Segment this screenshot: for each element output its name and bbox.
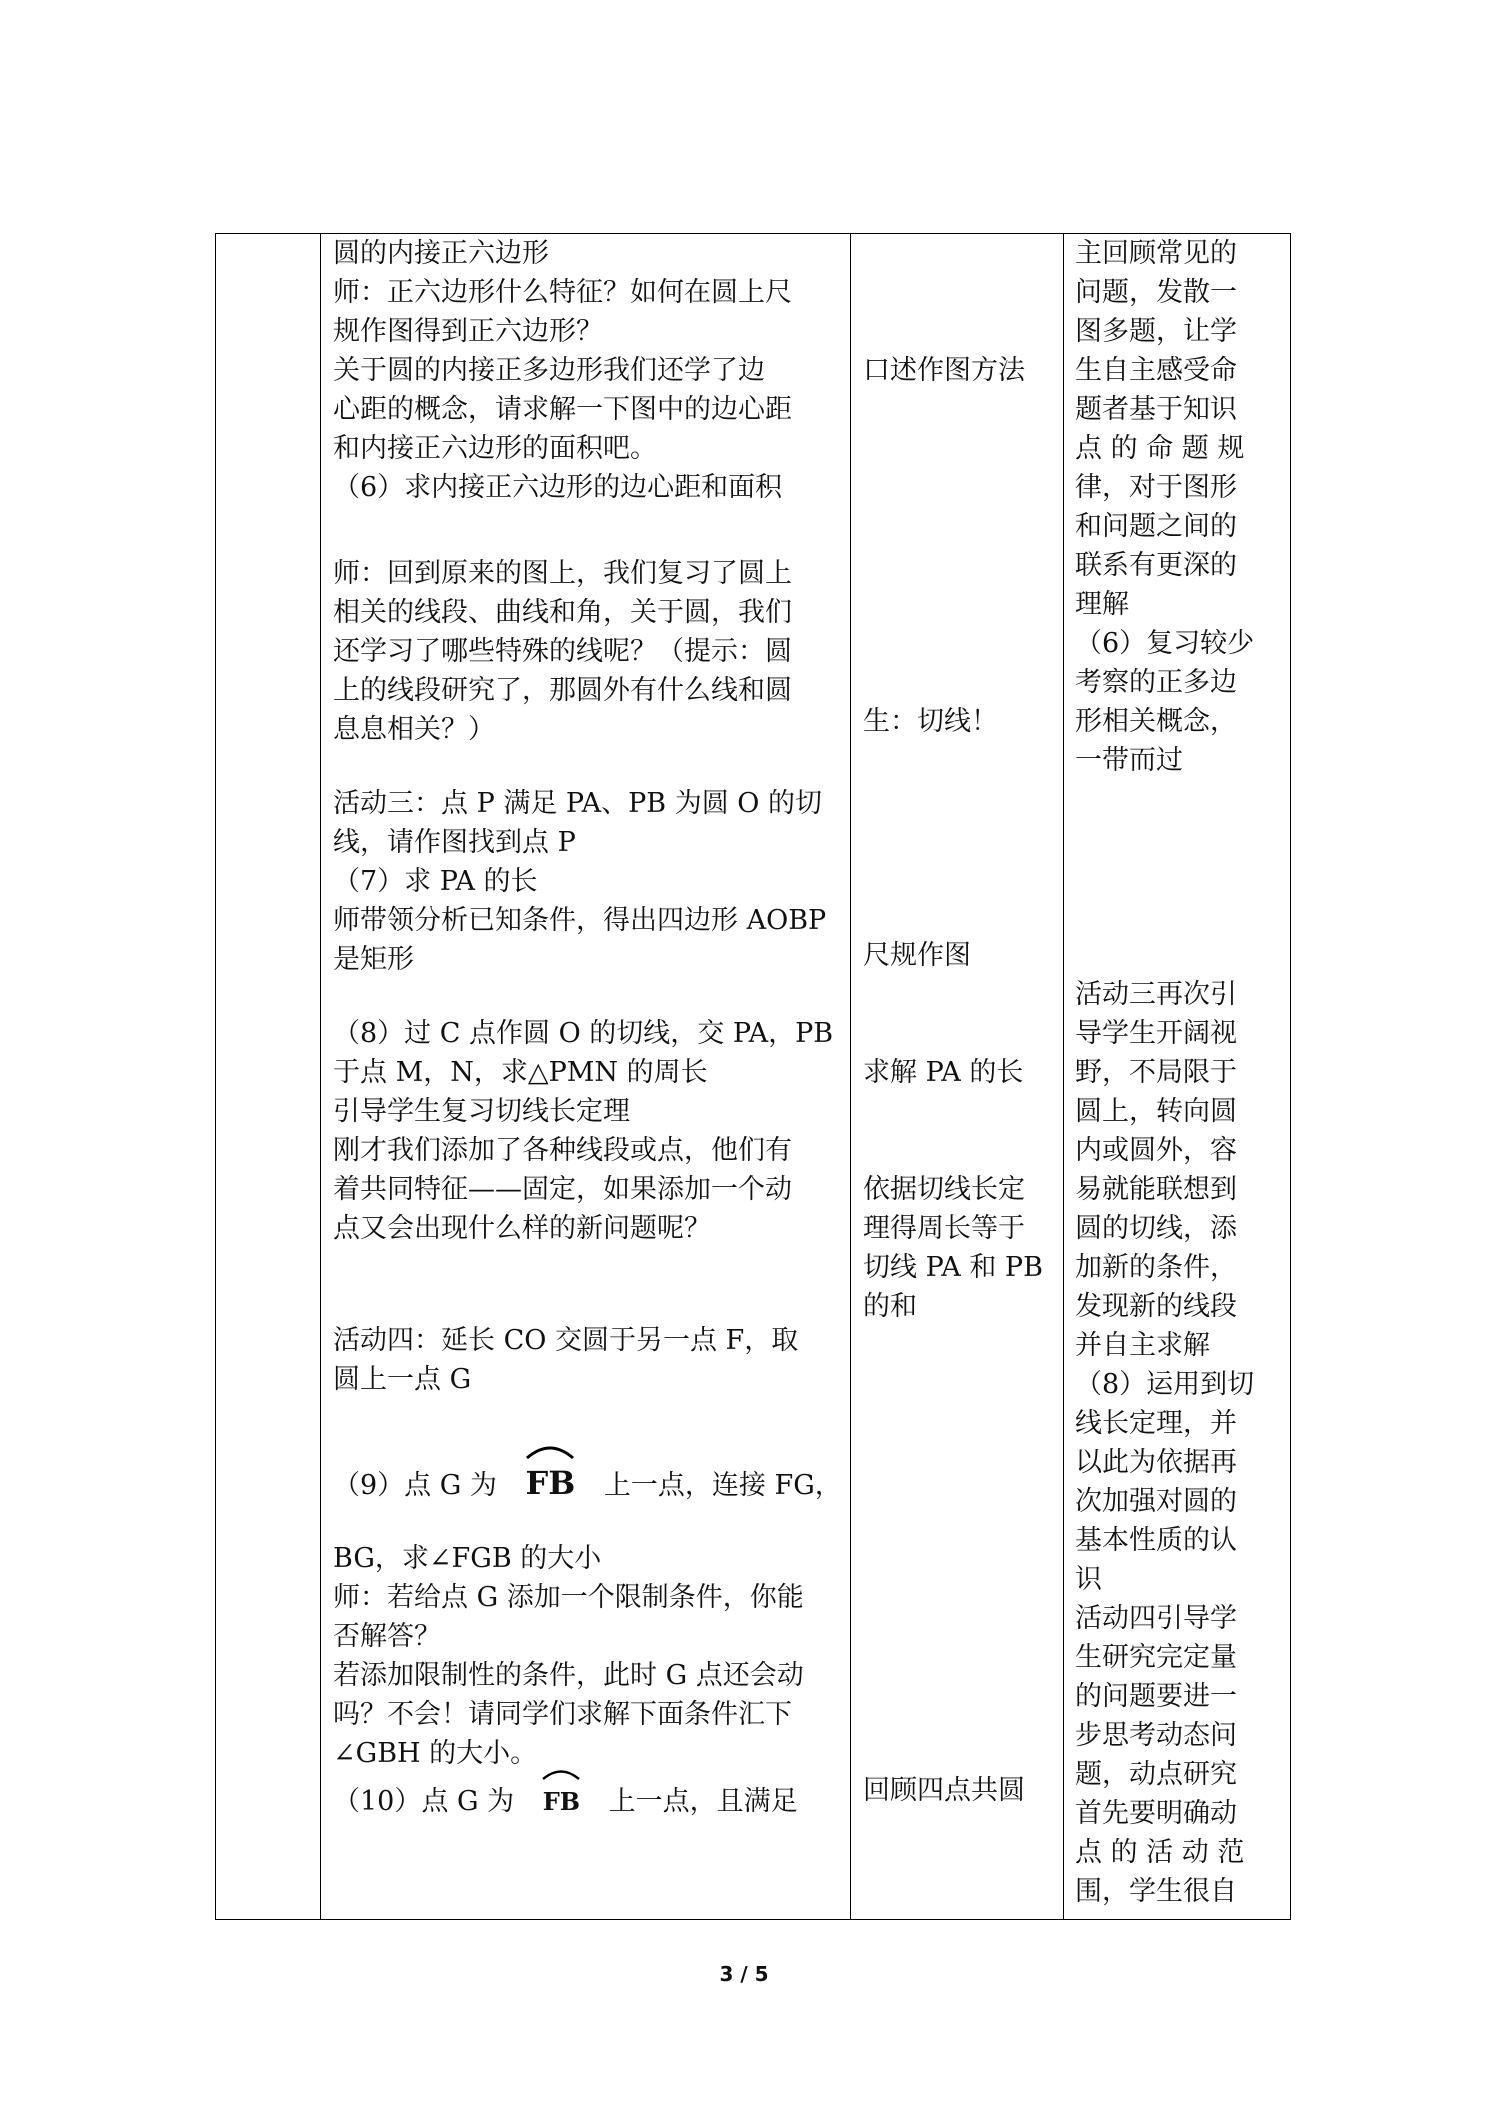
text-line: 题者基于知识 xyxy=(1075,394,1237,425)
text-line: 上的线段研究了，那圆外有什么线和圆 xyxy=(333,675,792,706)
text-line: 着共同特征——固定，如果添加一个动 xyxy=(333,1174,792,1205)
text-line: （6）复习较少 xyxy=(1075,628,1255,659)
text-line: ∠GBH 的大小。 xyxy=(333,1738,538,1769)
arc-mark-icon xyxy=(524,1444,576,1460)
text-line: 步思考动态问 xyxy=(1075,1720,1237,1751)
text-line: 线长定理，并 xyxy=(1075,1408,1237,1439)
text-line: 点 的 命 题 规 xyxy=(1075,433,1245,464)
text-line: 次加强对圆的 xyxy=(1075,1486,1237,1517)
text-line: 围，学生很自 xyxy=(1075,1876,1237,1907)
text-line: 和内接正六边形的面积吧。 xyxy=(333,433,657,464)
text-line: 师：若给点 G 添加一个限制条件，你能 xyxy=(333,1582,804,1613)
text-fragment: （9）点 G 为 xyxy=(333,1470,497,1501)
text-line: 口述作图方法 xyxy=(863,355,1025,386)
text-line: 生：切线！ xyxy=(863,706,998,737)
text-line: 导学生开阔视 xyxy=(1075,1018,1237,1049)
text-line: （8）运用到切 xyxy=(1075,1369,1255,1400)
arc-question-line xyxy=(333,1782,798,1821)
text-line: 内或圆外，容 xyxy=(1075,1135,1237,1166)
text-line: 题，动点研究 xyxy=(1075,1759,1237,1790)
text-line: 并自主求解 xyxy=(1075,1330,1210,1361)
text-line: 活动四：延长 CO 交圆于另一点 F，取 xyxy=(333,1325,799,1356)
text-line: 活动四引导学 xyxy=(1075,1603,1237,1634)
text-line: BG，求∠FGB 的大小 xyxy=(333,1543,602,1574)
text-line: 的和 xyxy=(863,1291,917,1322)
text-line: 点 的 活 动 范 xyxy=(1075,1837,1245,1868)
arc-fb-symbol: FB xyxy=(543,1782,580,1821)
text-line: 野，不局限于 xyxy=(1075,1057,1237,1088)
text-line: 是矩形 xyxy=(333,944,414,975)
page-number: 3 / 5 xyxy=(719,1962,769,1986)
arc-question-line xyxy=(333,1464,842,1505)
text-fragment: （10）点 G 为 xyxy=(333,1786,515,1817)
text-line: 师：回到原来的图上，我们复习了圆上 xyxy=(333,558,792,589)
text-line: 生研究完定量 xyxy=(1075,1642,1237,1673)
text-line: 律，对于图形 xyxy=(1075,472,1237,503)
text-line: 基本性质的认 xyxy=(1075,1525,1237,1556)
text-fragment: 上一点，连接 FG， xyxy=(603,1470,842,1501)
lesson-table xyxy=(215,233,1291,1920)
text-line: 识 xyxy=(1075,1564,1102,1595)
text-line: 若添加限制性的条件，此时 G 点还会动 xyxy=(333,1660,804,1691)
text-line: 回顾四点共圆 xyxy=(863,1775,1025,1806)
text-line: 否解答？ xyxy=(333,1621,441,1652)
text-line: 一带而过 xyxy=(1075,745,1183,776)
text-line: 联系有更深的 xyxy=(1075,550,1237,581)
text-line: （7）求 PA 的长 xyxy=(333,866,538,897)
text-line: 活动三再次引 xyxy=(1075,979,1237,1010)
text-line: 加新的条件， xyxy=(1075,1252,1237,1283)
text-line: 理得周长等于 xyxy=(863,1213,1025,1244)
text-line: 关于圆的内接正多边形我们还学了边 xyxy=(333,355,765,386)
text-line: 圆上，转向圆 xyxy=(1075,1096,1237,1127)
text-line: 首先要明确动 xyxy=(1075,1798,1237,1829)
text-line: 求解 PA 的长 xyxy=(863,1057,1024,1088)
arc-mark-icon xyxy=(541,1768,581,1780)
text-line: 吗？不会！请同学们求解下面条件汇下 xyxy=(333,1699,792,1730)
text-line: 形相关概念， xyxy=(1075,706,1237,737)
text-line: 的问题要进一 xyxy=(1075,1681,1237,1712)
text-line: 线，请作图找到点 P xyxy=(333,827,576,858)
text-line: 圆上一点 G xyxy=(333,1364,472,1395)
text-line: 活动三：点 P 满足 PA、PB 为圆 O 的切 xyxy=(333,788,822,819)
text-line: 主回顾常见的 xyxy=(1075,238,1237,269)
text-line: 心距的概念，请求解一下图中的边心距 xyxy=(333,394,792,425)
text-line: 图多题，让学 xyxy=(1075,316,1237,347)
column-divider xyxy=(320,234,321,1919)
text-line: 发现新的线段 xyxy=(1075,1291,1237,1322)
text-line: 于点 M，N，求△PMN 的周长 xyxy=(333,1057,708,1088)
text-line: 师带领分析已知条件，得出四边形 AOBP xyxy=(333,905,827,936)
text-line: 生自主感受命 xyxy=(1075,355,1237,386)
text-line: （6）求内接正六边形的边心距和面积 xyxy=(333,472,783,503)
text-line: 刚才我们添加了各种线段或点，他们有 xyxy=(333,1135,792,1166)
text-line: 还学习了哪些特殊的线呢？（提示：圆 xyxy=(333,636,792,667)
text-line: 依据切线长定 xyxy=(863,1174,1025,1205)
text-line: 和问题之间的 xyxy=(1075,511,1237,542)
text-line: 切线 PA 和 PB xyxy=(863,1252,1043,1283)
text-line: 问题，发散一 xyxy=(1075,277,1237,308)
text-line: 易就能联想到 xyxy=(1075,1174,1237,1205)
text-line: （8）过 C 点作圆 O 的切线，交 PA，PB xyxy=(333,1018,834,1049)
text-line: 师：正六边形什么特征？如何在圆上尺 xyxy=(333,277,792,308)
text-line: 尺规作图 xyxy=(863,940,971,971)
arc-fb-symbol: FB xyxy=(526,1464,576,1503)
text-line: 点又会出现什么样的新问题呢？ xyxy=(333,1213,711,1244)
text-line: 圆的切线，添 xyxy=(1075,1213,1237,1244)
text-line: 息息相关？） xyxy=(333,714,495,745)
text-fragment: 上一点，且满足 xyxy=(608,1786,798,1817)
text-line: 以此为依据再 xyxy=(1075,1447,1237,1478)
text-line: 相关的线段、曲线和角，关于圆，我们 xyxy=(333,597,792,628)
column-divider xyxy=(1063,234,1064,1919)
text-line: 引导学生复习切线长定理 xyxy=(333,1096,630,1127)
column-divider xyxy=(850,234,851,1919)
text-line: 考察的正多边 xyxy=(1075,667,1237,698)
text-line: 规作图得到正六边形？ xyxy=(333,316,603,347)
text-line: 理解 xyxy=(1075,589,1129,620)
text-line: 圆的内接正六边形 xyxy=(333,238,549,269)
